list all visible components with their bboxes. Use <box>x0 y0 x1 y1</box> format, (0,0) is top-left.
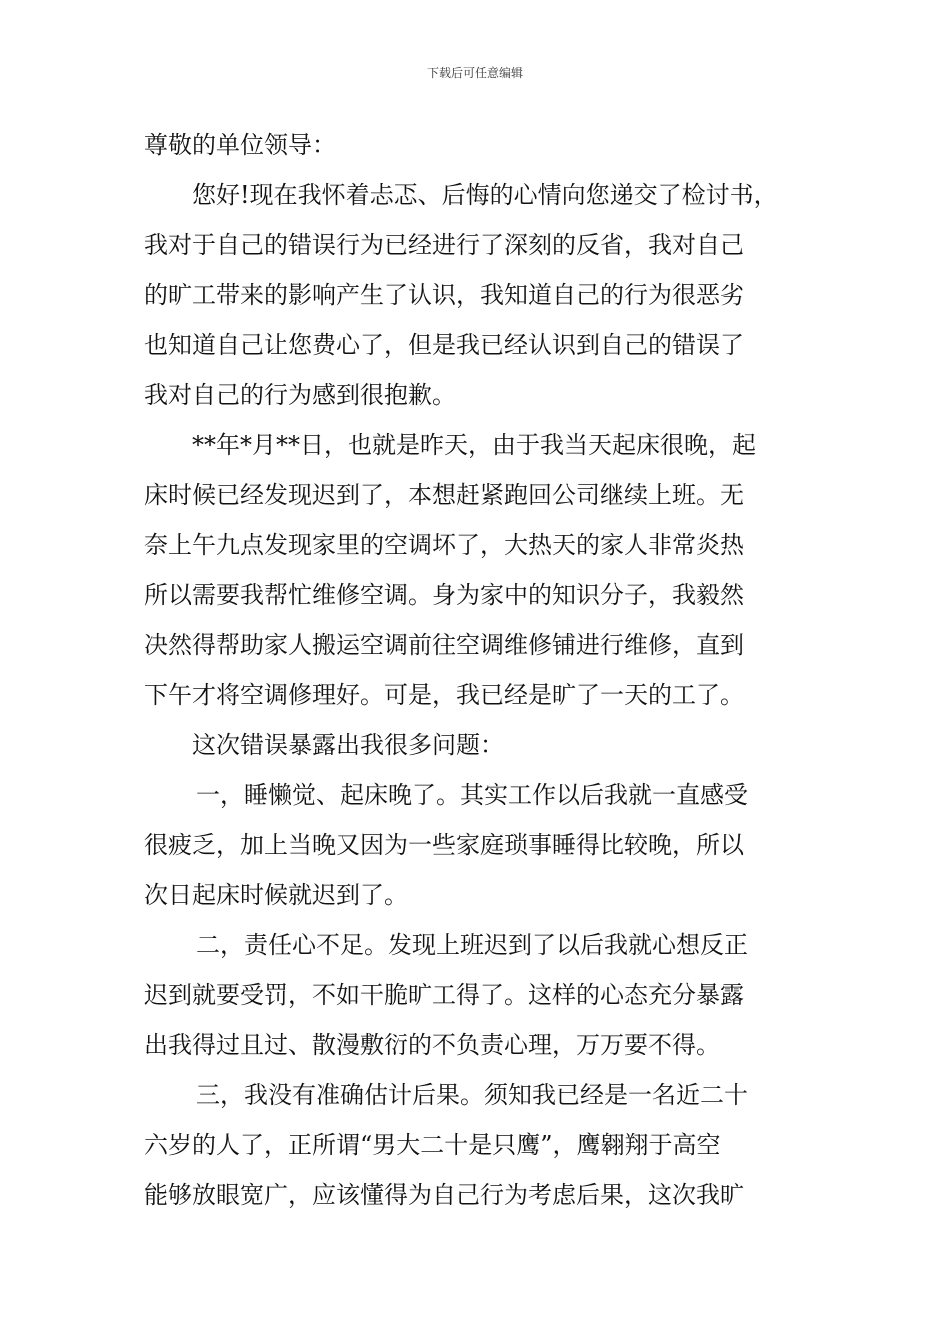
text-line: 次日起床时候就迟到了。 <box>144 881 408 909</box>
header-note: 下载后可任意编辑 <box>426 66 523 80</box>
text-line: 我对自己的行为感到很抱歉。 <box>144 381 456 409</box>
text-line: 很疲乏，加上当晚又因为一些家庭琐事睡得比较晚，所以 <box>144 831 744 859</box>
text-line: 所以需要我帮忙维修空调。身为家中的知识分子，我毅然 <box>144 581 744 609</box>
text-line: 奈上午九点发现家里的空调坏了，大热天的家人非常炎热 <box>144 531 744 559</box>
text-line: 也知道自己让您费心了，但是我已经认识到自己的错误了 <box>144 331 744 359</box>
text-line: 下午才将空调修理好。可是，我已经是旷了一天的工了。 <box>144 681 744 709</box>
text-line: 迟到就要受罚，不如干脆旷工得了。这样的心态充分暴露 <box>144 981 744 1009</box>
text-line: 一，睡懒觉、起床晚了。其实工作以后我就一直感受 <box>196 781 748 809</box>
text-line: 出我得过且过、散漫敷衍的不负责心理，万万要不得。 <box>144 1031 720 1059</box>
text-line: 这次错误暴露出我很多问题： <box>192 731 504 759</box>
text-line: 六岁的人了，正所谓“男大二十是只鹰”，鹰翱翔于高空 <box>144 1131 721 1159</box>
text-line: 床时候已经发现迟到了，本想赶紧跑回公司继续上班。无 <box>144 481 744 509</box>
text-line: 我对于自己的错误行为已经进行了深刻的反省，我对自己 <box>144 231 744 259</box>
text-line: 二，责任心不足。发现上班迟到了以后我就心想反正 <box>196 931 748 959</box>
salutation: 尊敬的单位领导： <box>144 131 336 159</box>
page-header <box>0 64 950 81</box>
text-line: 决然得帮助家人搬运空调前往空调维修铺进行维修，直到 <box>144 631 744 659</box>
letter-body <box>144 120 812 1220</box>
text-line: 能够放眼宽广，应该懂得为自己行为考虑后果，这次我旷 <box>144 1181 744 1209</box>
text-line: **年*月**日，也就是昨天，由于我当天起床很晚，起 <box>192 431 756 459</box>
text-line: 您好!现在我怀着忐忑、后悔的心情向您递交了检讨书， <box>192 181 778 209</box>
text-line: 三，我没有准确估计后果。须知我已经是一名近二十 <box>196 1081 748 1109</box>
text-line: 的旷工带来的影响产生了认识，我知道自己的行为很恶劣 <box>144 281 744 309</box>
